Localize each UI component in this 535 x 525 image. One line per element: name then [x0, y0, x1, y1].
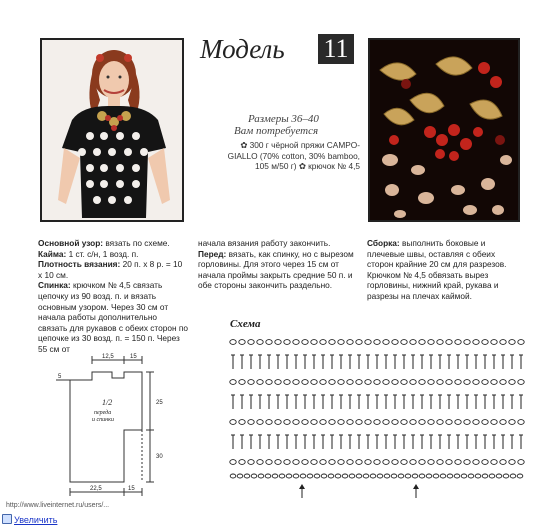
- chain-stitch-symbol: [347, 420, 353, 425]
- foundation-chain-symbol: [314, 474, 320, 478]
- chain-stitch-symbol: [239, 460, 245, 465]
- instruction-paragraph: [38, 238, 188, 249]
- instruction-text: вязать по схеме.: [103, 238, 170, 248]
- chain-stitch-symbol: [293, 460, 299, 465]
- chain-stitch-symbol: [437, 340, 443, 345]
- model-illustration: [42, 40, 182, 220]
- chain-stitch-symbol: [419, 340, 425, 345]
- chain-stitch-symbol: [230, 380, 236, 385]
- chain-stitch-symbol: [275, 340, 281, 345]
- chain-stitch-symbol: [410, 460, 416, 465]
- chain-stitch-symbol: [257, 380, 263, 385]
- foundation-chain-symbol: [377, 474, 383, 478]
- chain-stitch-symbol: [464, 460, 470, 465]
- chain-stitch-symbol: [392, 420, 398, 425]
- chain-stitch-symbol: [275, 420, 281, 425]
- chain-stitch-symbol: [500, 420, 506, 425]
- foundation-chain-symbol: [321, 474, 327, 478]
- instruction-text: вязать, как спинку, но с вырезом горловины. Для этого через 15 см от начала проймы закрыть средние 50 п. и обе стороны закончить раздельно.: [198, 248, 354, 291]
- foundation-chain-symbol: [503, 474, 509, 478]
- chain-stitch-symbol: [392, 380, 398, 385]
- scheme-label: Схема: [230, 318, 261, 330]
- foundation-chain-symbol: [517, 474, 523, 478]
- chain-stitch-symbol: [374, 340, 380, 345]
- foundation-chain-symbol: [482, 474, 488, 478]
- chain-stitch-symbol: [383, 340, 389, 345]
- chain-stitch-symbol: [518, 460, 524, 465]
- chain-stitch-symbol: [473, 340, 479, 345]
- chain-stitch-symbol: [356, 460, 362, 465]
- instruction-text: 20 п. x 8 р. = 10 x 10 см.: [38, 259, 183, 280]
- chain-stitch-symbol: [320, 380, 326, 385]
- sewing-pattern-drawing: [52, 350, 192, 500]
- instruction-paragraph: [38, 280, 188, 354]
- dimension-label: 30: [156, 454, 163, 460]
- foundation-chain-symbol: [475, 474, 481, 478]
- foundation-chain-symbol: [230, 474, 236, 478]
- chain-stitch-symbol: [365, 340, 371, 345]
- foundation-chain-symbol: [279, 474, 285, 478]
- chain-stitch-symbol: [446, 340, 452, 345]
- chain-stitch-symbol: [401, 340, 407, 345]
- chain-stitch-symbol: [329, 460, 335, 465]
- materials-line: ✿ 300 г чёрной пряжи CAMPO-: [240, 140, 360, 150]
- materials-list: [188, 140, 360, 172]
- chain-stitch-symbol: [338, 340, 344, 345]
- chain-stitch-symbol: [473, 460, 479, 465]
- chain-stitch-symbol: [419, 380, 425, 385]
- chain-stitch-symbol: [347, 380, 353, 385]
- instruction-label: Перед:: [198, 248, 227, 259]
- zoom-link-label[interactable]: Увеличить: [14, 515, 58, 525]
- sizes-text: Размеры 36–40: [248, 113, 319, 125]
- chain-stitch-symbol: [266, 420, 272, 425]
- chain-stitch-symbol: [275, 460, 281, 465]
- instruction-paragraph: [198, 249, 356, 291]
- instruction-text: крючком № 4,5 связать цепочку из 90 возд. п. и вязать основным узором. Через 30 см от начала работы дополнительно связать для рукавов с обеих сторон по цепочке из 30 возд. п. = 150 п. Через 55 см от: [38, 280, 188, 354]
- chain-stitch-symbol: [320, 340, 326, 345]
- chain-stitch-symbol: [455, 380, 461, 385]
- chain-stitch-symbol: [509, 460, 515, 465]
- instructions-column-2: [198, 238, 356, 291]
- zoom-link[interactable]: [2, 514, 57, 525]
- chain-stitch-symbol: [464, 380, 470, 385]
- detail-photo: [368, 38, 520, 222]
- foundation-chain-symbol: [300, 474, 306, 478]
- chain-stitch-symbol: [509, 420, 515, 425]
- foundation-chain-symbol: [342, 474, 348, 478]
- chain-stitch-symbol: [347, 460, 353, 465]
- crochet-scheme: [226, 330, 526, 505]
- model-number-badge: 11: [318, 34, 354, 64]
- repeat-arrow-head: [413, 484, 419, 489]
- dimension-label: 22,5: [90, 486, 102, 492]
- chain-stitch-symbol: [311, 340, 317, 345]
- foundation-chain-symbol: [258, 474, 264, 478]
- chain-stitch-symbol: [392, 460, 398, 465]
- chain-stitch-symbol: [428, 340, 434, 345]
- dimension-label: 25: [156, 400, 163, 406]
- chain-stitch-symbol: [311, 420, 317, 425]
- instruction-paragraph: [38, 259, 188, 280]
- dimension-label: 5: [58, 374, 62, 380]
- chain-stitch-symbol: [518, 420, 524, 425]
- foundation-chain-symbol: [244, 474, 250, 478]
- chain-stitch-symbol: [293, 420, 299, 425]
- chain-stitch-symbol: [473, 420, 479, 425]
- chain-stitch-symbol: [482, 340, 488, 345]
- instruction-text: выполнить боковые и плечевые швы, оставляя с обеих сторон крайние 20 см для разрезов. Крючком № 4,5 обвязать вырез горловины, нижний край, рукава и разрезы на плечах каймой.: [367, 238, 507, 301]
- chain-stitch-symbol: [248, 340, 254, 345]
- materials-heading: Вам потребуется: [234, 125, 319, 137]
- instruction-label: Основной узор:: [38, 238, 104, 248]
- chain-stitch-symbol: [257, 340, 263, 345]
- chain-stitch-symbol: [311, 460, 317, 465]
- chain-stitch-symbol: [392, 340, 398, 345]
- foundation-chain-symbol: [370, 474, 376, 478]
- chain-stitch-symbol: [365, 460, 371, 465]
- chain-stitch-symbol: [356, 380, 362, 385]
- chain-stitch-symbol: [365, 380, 371, 385]
- foundation-chain-symbol: [412, 474, 418, 478]
- foundation-chain-symbol: [447, 474, 453, 478]
- detail-illustration: [370, 40, 518, 220]
- chain-stitch-symbol: [257, 420, 263, 425]
- chain-stitch-symbol: [437, 420, 443, 425]
- chain-stitch-symbol: [338, 380, 344, 385]
- chain-stitch-symbol: [374, 420, 380, 425]
- chain-stitch-symbol: [329, 380, 335, 385]
- chain-stitch-symbol: [491, 340, 497, 345]
- instructions-column-1: [38, 238, 188, 355]
- chain-stitch-symbol: [275, 380, 281, 385]
- chain-stitch-symbol: [482, 420, 488, 425]
- foundation-chain-symbol: [335, 474, 341, 478]
- chain-stitch-symbol: [455, 340, 461, 345]
- chain-stitch-symbol: [509, 380, 515, 385]
- chain-stitch-symbol: [446, 420, 452, 425]
- chain-stitch-symbol: [257, 460, 263, 465]
- foundation-chain-symbol: [440, 474, 446, 478]
- instruction-paragraph: [198, 238, 356, 249]
- chain-stitch-symbol: [329, 340, 335, 345]
- chain-stitch-symbol: [230, 460, 236, 465]
- chain-stitch-symbol: [428, 460, 434, 465]
- materials-line: 105 м/50 г) ✿ крючок № 4,5: [255, 161, 360, 171]
- chain-stitch-symbol: [383, 460, 389, 465]
- chain-stitch-symbol: [410, 380, 416, 385]
- chain-stitch-symbol: [239, 380, 245, 385]
- chain-stitch-symbol: [248, 460, 254, 465]
- chain-stitch-symbol: [320, 460, 326, 465]
- chain-stitch-symbol: [410, 420, 416, 425]
- model-photo: [40, 38, 184, 222]
- foundation-chain-symbol: [419, 474, 425, 478]
- chain-stitch-symbol: [284, 380, 290, 385]
- instruction-text: 1 ст. с/н, 1 возд. п.: [66, 248, 139, 259]
- sewing-pattern: [52, 350, 192, 500]
- chain-stitch-symbol: [302, 340, 308, 345]
- chain-stitch-symbol: [446, 460, 452, 465]
- chain-stitch-symbol: [464, 420, 470, 425]
- chain-stitch-symbol: [302, 420, 308, 425]
- foundation-chain-symbol: [349, 474, 355, 478]
- chain-stitch-symbol: [446, 380, 452, 385]
- chain-stitch-symbol: [248, 380, 254, 385]
- instruction-label: Плотность вязания:: [38, 259, 121, 270]
- chain-stitch-symbol: [239, 420, 245, 425]
- chain-stitch-symbol: [437, 380, 443, 385]
- chain-stitch-symbol: [329, 420, 335, 425]
- chain-stitch-symbol: [518, 340, 524, 345]
- foundation-chain-symbol: [265, 474, 271, 478]
- chain-stitch-symbol: [482, 380, 488, 385]
- instruction-label: Сборка:: [367, 238, 400, 248]
- chain-stitch-symbol: [365, 420, 371, 425]
- watermark: http://www.liveinternet.ru/users/...: [6, 502, 110, 509]
- chain-stitch-symbol: [401, 380, 407, 385]
- chain-stitch-symbol: [383, 380, 389, 385]
- chain-stitch-symbol: [311, 380, 317, 385]
- chain-stitch-symbol: [419, 460, 425, 465]
- instructions-column-3: [367, 238, 523, 302]
- chain-stitch-symbol: [320, 420, 326, 425]
- foundation-chain-symbol: [363, 474, 369, 478]
- chain-stitch-symbol: [356, 340, 362, 345]
- chain-stitch-symbol: [491, 380, 497, 385]
- chain-stitch-symbol: [428, 380, 434, 385]
- chain-stitch-symbol: [284, 460, 290, 465]
- chain-stitch-symbol: [482, 460, 488, 465]
- chain-stitch-symbol: [419, 420, 425, 425]
- magnifier-icon: [2, 514, 12, 524]
- foundation-chain-symbol: [356, 474, 362, 478]
- chain-stitch-symbol: [347, 340, 353, 345]
- chain-stitch-symbol: [248, 420, 254, 425]
- chain-stitch-symbol: [401, 420, 407, 425]
- instruction-paragraph: [367, 238, 523, 302]
- foundation-chain-symbol: [405, 474, 411, 478]
- foundation-chain-symbol: [293, 474, 299, 478]
- chain-stitch-symbol: [230, 420, 236, 425]
- pattern-piece-label: и спинки: [92, 417, 114, 423]
- foundation-chain-symbol: [454, 474, 460, 478]
- chain-stitch-symbol: [266, 460, 272, 465]
- chain-stitch-symbol: [383, 420, 389, 425]
- repeat-arrow-head: [299, 484, 305, 489]
- chain-stitch-symbol: [464, 340, 470, 345]
- foundation-chain-symbol: [426, 474, 432, 478]
- foundation-chain-symbol: [328, 474, 334, 478]
- foundation-chain-symbol: [433, 474, 439, 478]
- foundation-chain-symbol: [391, 474, 397, 478]
- chain-stitch-symbol: [374, 380, 380, 385]
- chain-stitch-symbol: [266, 340, 272, 345]
- chain-stitch-symbol: [455, 420, 461, 425]
- chain-stitch-symbol: [374, 460, 380, 465]
- chain-stitch-symbol: [266, 380, 272, 385]
- chain-stitch-symbol: [302, 380, 308, 385]
- chain-stitch-symbol: [284, 420, 290, 425]
- foundation-chain-symbol: [468, 474, 474, 478]
- instruction-text: начала вязания работу закончить.: [198, 238, 331, 248]
- model-title: [200, 30, 360, 70]
- chain-stitch-symbol: [455, 460, 461, 465]
- chain-stitch-symbol: [338, 420, 344, 425]
- chain-stitch-symbol: [230, 340, 236, 345]
- chain-stitch-symbol: [473, 380, 479, 385]
- foundation-chain-symbol: [286, 474, 292, 478]
- foundation-chain-symbol: [251, 474, 257, 478]
- chain-stitch-symbol: [302, 460, 308, 465]
- chain-stitch-symbol: [491, 420, 497, 425]
- chain-stitch-symbol: [428, 420, 434, 425]
- instruction-paragraph: [38, 249, 188, 260]
- dimension-label: 15: [130, 354, 137, 360]
- model-title-text: Модель: [200, 34, 285, 64]
- chain-stitch-symbol: [410, 340, 416, 345]
- chain-stitch-symbol: [518, 380, 524, 385]
- chain-stitch-symbol: [491, 460, 497, 465]
- foundation-chain-symbol: [496, 474, 502, 478]
- chain-stitch-symbol: [401, 460, 407, 465]
- instruction-label: Кайма:: [38, 248, 67, 259]
- pattern-piece-label: 1/2: [102, 398, 113, 407]
- chain-stitch-symbol: [437, 460, 443, 465]
- foundation-chain-symbol: [307, 474, 313, 478]
- chain-stitch-symbol: [500, 340, 506, 345]
- foundation-chain-symbol: [398, 474, 404, 478]
- chain-stitch-symbol: [284, 340, 290, 345]
- foundation-chain-symbol: [489, 474, 495, 478]
- chain-stitch-symbol: [500, 460, 506, 465]
- foundation-chain-symbol: [237, 474, 243, 478]
- foundation-chain-symbol: [384, 474, 390, 478]
- crochet-scheme-drawing: [226, 330, 526, 505]
- chain-stitch-symbol: [239, 340, 245, 345]
- dimension-label: 15: [128, 486, 135, 492]
- pattern-piece-label: переда: [94, 410, 112, 416]
- foundation-chain-symbol: [272, 474, 278, 478]
- chain-stitch-symbol: [338, 460, 344, 465]
- chain-stitch-symbol: [293, 380, 299, 385]
- instruction-label: Спинка:: [38, 280, 71, 291]
- dimension-label: 12,5: [102, 354, 114, 360]
- chain-stitch-symbol: [500, 380, 506, 385]
- foundation-chain-symbol: [510, 474, 516, 478]
- chain-stitch-symbol: [509, 340, 515, 345]
- foundation-chain-symbol: [461, 474, 467, 478]
- materials-line: GIALLO (70% cotton, 30% bamboo,: [227, 150, 360, 161]
- chain-stitch-symbol: [356, 420, 362, 425]
- chain-stitch-symbol: [293, 340, 299, 345]
